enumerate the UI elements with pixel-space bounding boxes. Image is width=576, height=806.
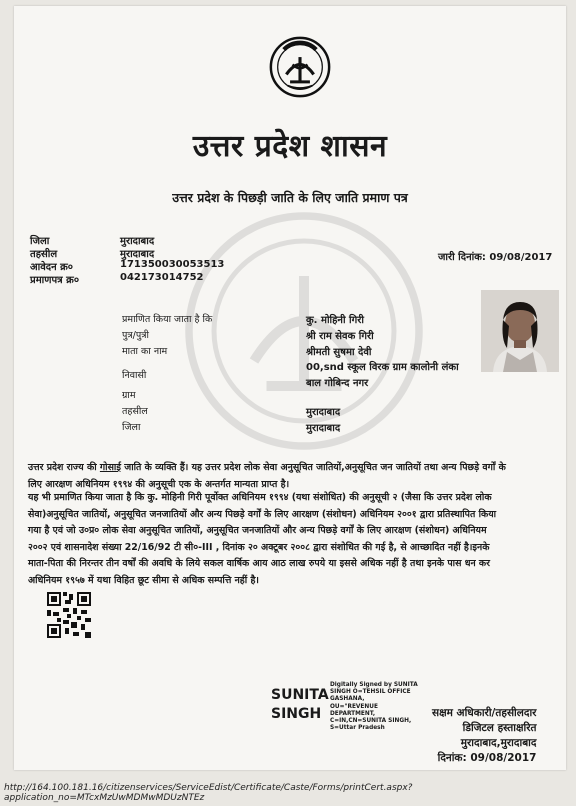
qr-code-icon (47, 592, 91, 638)
issuing-authority (432, 706, 536, 766)
relation-label: पुत्र/पुत्री (122, 330, 149, 341)
person-tehsil-value: मुरादाबाद (306, 407, 341, 418)
applicant-photo-image (481, 290, 559, 372)
income-statement-paragraph (28, 490, 556, 589)
application-number-value: 171350030053513 (120, 259, 225, 270)
signer-name (271, 686, 329, 724)
person-district-value: मुरादाबाद (306, 423, 341, 434)
certificate-subtitle: उत्तर प्रदेश के पिछड़ी जाति के लिए जाति प्रमाण पत्र (172, 190, 408, 205)
authority-date: दिनांक: 09/08/2017 (437, 752, 537, 764)
watermark-emblem-icon (179, 206, 429, 456)
paragraph2-line5: माता-पिता की निरन्तर तीन वर्षों की अवधि के लिये सकल वार्षिक आय आठ लाख रुपये या इससे अधिक नहीं है तथा इनके पास धन कर (28, 558, 490, 569)
tehsil-label: तहसील (30, 249, 58, 260)
application-number-label: आवेदन क्र० (30, 262, 74, 273)
digital-signature-details (330, 682, 418, 732)
certified-label: प्रमाणित किया जाता है कि (122, 314, 213, 325)
paragraph1-prefix: उत्तर प्रदेश राज्य की (28, 462, 97, 473)
village-label: ग्राम (122, 390, 136, 401)
paragraph2-line1: यह भी प्रमाणित किया जाता है कि कु. मोहिनी गिरी पूर्वोक्त अधिनियम १९९४ (यथा संशोधित) की अनुसूची २ (जैसा कि उत्तर प्रदेश लोक (28, 492, 492, 503)
signer-name-line2: SINGH (271, 706, 322, 722)
residence-line-1: 00,snd स्कूल विरक ग्राम कालोनी लंका (306, 362, 459, 373)
paragraph1-line1 (28, 460, 556, 477)
caste-statement-paragraph (28, 460, 556, 493)
signature-detail-6: C=IN,CN=SUNITA SINGH, (330, 718, 412, 725)
certificate-number-label: प्रमाणपत्र क्र० (30, 275, 80, 286)
authority-line-3: मुरादाबाद,मुरादाबाद (460, 737, 537, 749)
authority-line-2: डिजिटल हस्ताक्षरित (462, 722, 537, 734)
signature-detail-2: SINGH O=TEHSIL OFFICE (330, 689, 411, 696)
paragraph2-line2: सेवा)अनुसूचित जातियों, अनुसूचित जनजातियों और अन्य पिछड़े वर्गों के लिए आरक्षण (संशोधन) अधिनियम २००१ द्वारा प्रतिस्थापित किया (28, 508, 497, 520)
authority-line-1: सक्षम अधिकारी/तहसीलदार (432, 707, 537, 719)
signature-detail-3: GASHANA, (330, 696, 365, 703)
person-district-label: जिला (122, 422, 141, 433)
father-name: श्री राम सेवक गिरी (306, 331, 374, 342)
uttar-pradesh-emblem-icon (269, 36, 331, 98)
paragraph2-line3: गया है एवं जो उ०प्र० लोक सेवा अनुसूचित जातियों, अनुसूचित जनजातियों और अन्य पिछड़े वर्गों के लिए आरक्षण (संशोधन) अधिनियम (28, 525, 487, 536)
signature-detail-7: S=Uttar Pradesh (330, 725, 385, 732)
signature-detail-1: Digitally Signed by SUNITA (330, 682, 418, 688)
certified-name: कु. मोहिनी गिरी (306, 315, 364, 326)
district-label: जिला (30, 236, 50, 247)
tehsil-value: मुरादाबाद (120, 249, 155, 260)
paragraph2-line4: २००२ एवं शासनादेश संख्या 22/16/92 टी सी०-III , दिनांक २० अक्टूबर २००८ द्वारा संशोधित की गई है, से आच्छादित नहीं है।इनके (28, 541, 490, 553)
footer-url: http://164.100.181.16/citizenservices/ServiceEdist/Certificate/Caste/Forms/printCert.aspx?application_no=MTcxMzUwMDMwMDUzNTEz (4, 783, 413, 803)
signature-detail-4: OU="REVENUE (330, 703, 378, 710)
signature-detail-5: DEPARTMENT, (330, 710, 376, 717)
caste-name: गोसाई (99, 462, 121, 473)
residence-line-2: बाल गोबिन्द नगर (306, 378, 369, 389)
paragraph2-line6: अधिनियम १९५७ में यथा विहित छूट सीमा से अधिक सम्पत्ति नहीं है। (28, 574, 259, 586)
residence-label: निवासी (122, 370, 147, 381)
certificate-number-value: 042173014752 (120, 272, 204, 283)
applicant-photo (481, 290, 559, 372)
page-title: उत्तर प्रदेश शासन (192, 129, 388, 164)
paragraph1-line1-rest: जाति के व्यक्ति हैं। यह उत्तर प्रदेश लोक सेवा अनुसूचित जातियों,अनुसूचित जन जातियों तथा अन्य पिछड़े वर्गों के (124, 462, 506, 473)
mother-name: श्रीमती सुषमा देवी (306, 347, 372, 358)
certificate-sheet (14, 6, 566, 770)
mother-label: माता का नाम (122, 346, 168, 357)
signer-name-line1: SUNITA (271, 687, 329, 703)
paragraph1-line2: लिए आरक्षण अधिनियम १९९४ की अनुसूची एक के अन्तर्गत मान्यता प्राप्त है। (28, 478, 290, 490)
person-tehsil-label: तहसील (122, 406, 148, 417)
issue-date: जारी दिनांक: 09/08/2017 (438, 252, 553, 263)
district-value: मुरादाबाद (120, 236, 155, 247)
